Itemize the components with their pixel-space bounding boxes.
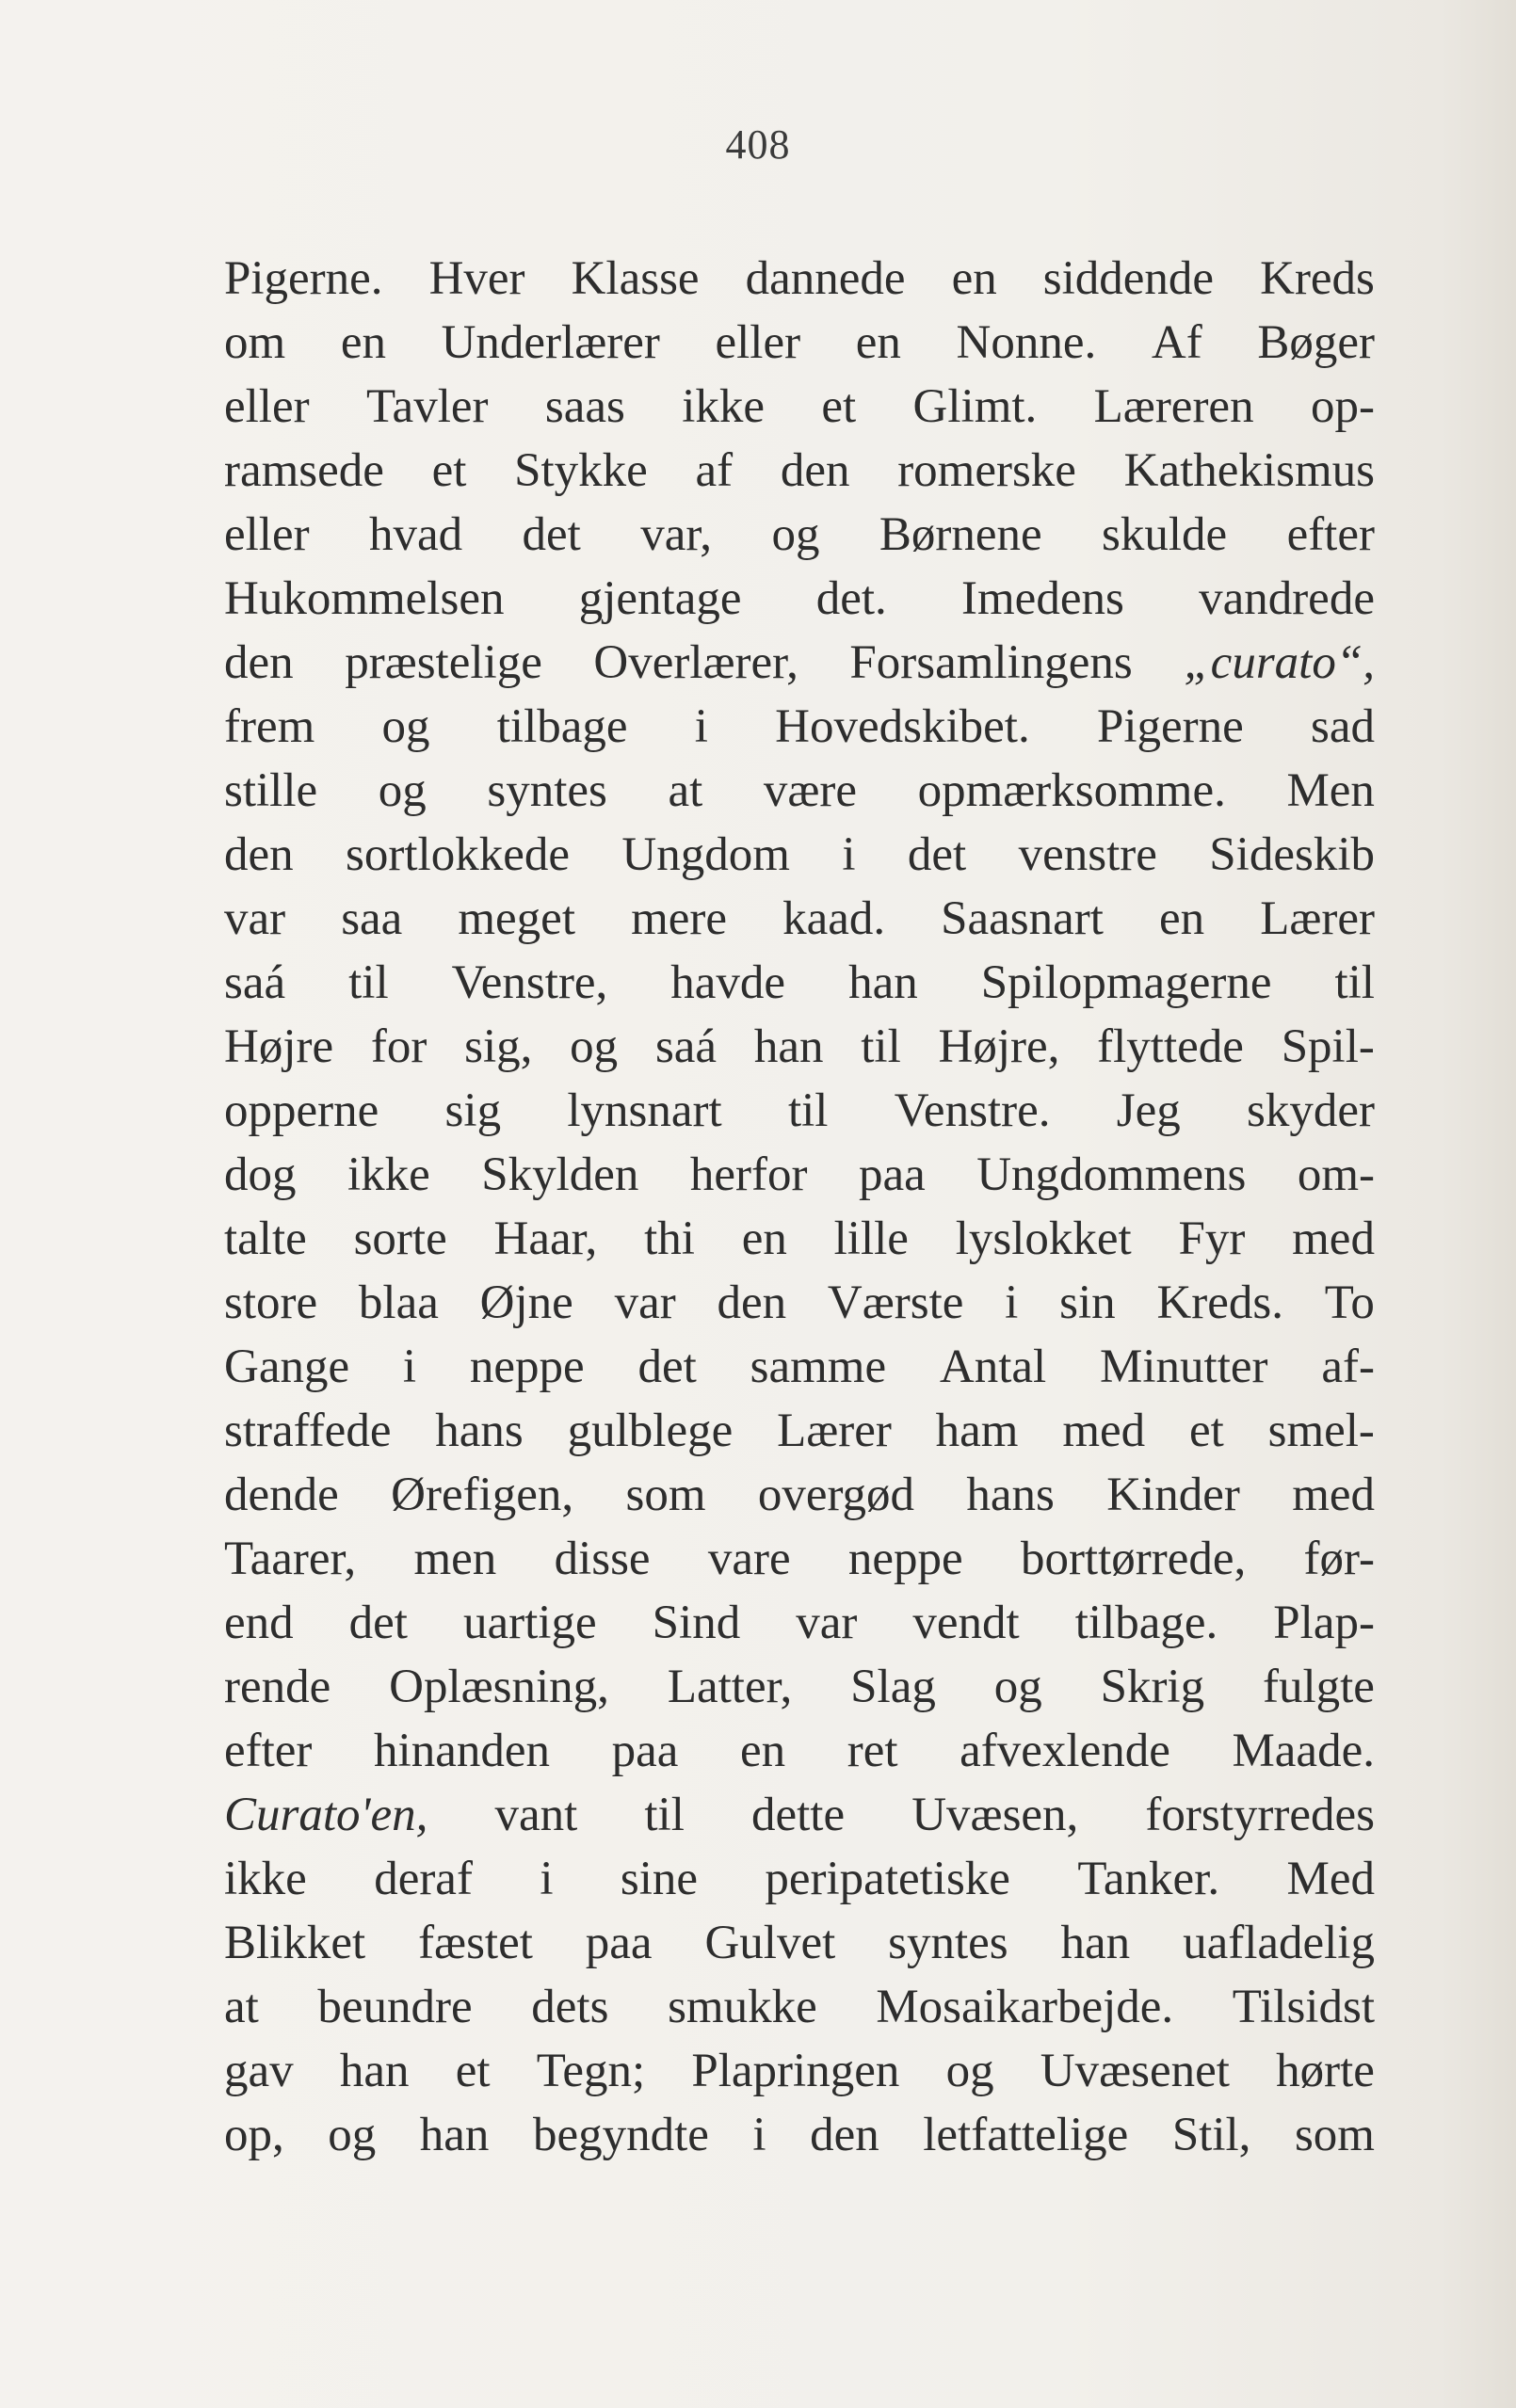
text-line [224,503,1375,567]
word: en [741,1212,787,1265]
word: hans [435,1405,524,1457]
text-line [224,631,1375,695]
word: store [224,1276,318,1329]
word: Stil, [1171,2109,1251,2161]
word: romerske [897,444,1076,497]
word: paa [611,1725,679,1777]
word: op- [1310,380,1375,433]
word: tilbage. [1074,1597,1218,1649]
word: han [848,956,918,1009]
word: saá [224,956,286,1009]
word: lynsnart [567,1084,722,1137]
word: Nonne. [956,316,1097,369]
word: hvad [369,508,463,561]
text-line [224,695,1375,759]
word: Curato'en, [224,1789,428,1841]
text-line [224,887,1375,951]
page-number: 408 [725,121,791,168]
word: ham [935,1405,1019,1457]
word: i [402,1340,417,1393]
word: Mosaikarbejde. [876,1981,1174,2033]
word: lille [833,1212,909,1265]
word: Hovedskibet. [775,700,1030,753]
word: opperne [224,1084,379,1137]
word: det [637,1340,697,1393]
word: paa [585,1917,653,1969]
word: Sideskib [1209,828,1375,881]
word: dannede [745,252,906,305]
word: hans [966,1469,1055,1521]
word: Pigerne [1096,700,1244,753]
word: begyndte [532,2109,709,2161]
word: Venstre, [451,956,608,1009]
word: rende [224,1661,331,1713]
word: Højre [224,1020,334,1073]
word: før- [1303,1533,1375,1585]
word: Oplæsning, [389,1661,609,1713]
word: Gange [224,1340,350,1393]
word: det. [815,572,887,625]
text-line [224,951,1375,1015]
word: og [945,2045,994,2097]
text-line [224,1911,1375,1975]
word: Højre, [938,1020,1060,1073]
word: flyttede [1097,1020,1244,1073]
word: skyder [1247,1084,1375,1137]
word: og [570,1020,619,1073]
word: overgød [757,1469,915,1521]
word: Kinder [1106,1469,1240,1521]
word: siddende [1042,252,1215,305]
word: han [419,2109,490,2161]
body-text [224,247,1375,2167]
word: være [763,764,857,817]
word: herfor [689,1148,808,1201]
word: Af [1151,316,1202,369]
word: Plapringen [691,2045,900,2097]
word: Skylden [481,1148,639,1201]
word: Uvæsenet [1040,2045,1230,2097]
text-line [224,823,1375,887]
word: venstre [1018,828,1157,881]
word: thi [644,1212,695,1265]
word: ramsede [224,444,384,497]
word: en [1159,892,1205,945]
word: end [224,1597,294,1649]
word: To [1324,1276,1375,1329]
word: Ungdommens [976,1148,1247,1201]
word: Men [1286,764,1375,817]
word: stille [224,764,318,817]
word: Blikket [224,1917,366,1969]
word: Lærer [1260,892,1375,945]
word: af- [1321,1340,1375,1393]
word: Tegn; [536,2045,646,2097]
word: havde [670,956,786,1009]
word: et [1188,1405,1224,1457]
word: opmærksomme. [917,764,1226,817]
word: lyslokket [955,1212,1132,1265]
word: den [780,444,850,497]
text-line [224,375,1375,439]
word: sorte [353,1212,447,1265]
word: til [1334,956,1375,1009]
text-line [224,1143,1375,1207]
text-line [224,1719,1375,1783]
word: afvexlende [960,1725,1170,1777]
word: var [224,892,286,945]
word: med [1292,1212,1375,1265]
word: uartige [463,1597,597,1649]
word: i [540,1853,554,1905]
word: det [907,828,967,881]
word: syntes [888,1917,1008,1969]
word: dende [224,1469,339,1521]
text-line [224,759,1375,823]
word: en [739,1725,786,1777]
text-line [224,1527,1375,1591]
word: for [370,1020,427,1073]
word: Slag [850,1661,936,1713]
word: Minutter [1100,1340,1268,1393]
word: fulgte [1262,1661,1375,1713]
text-line [224,1463,1375,1527]
word: Imedens [961,572,1124,625]
word: tilbage [496,700,628,753]
word: var, [640,508,713,561]
word: saas [544,380,625,433]
word: den [717,1276,787,1329]
word: den [810,2109,879,2161]
word: saa [341,892,403,945]
word: skulde [1102,508,1228,561]
word: vant [494,1789,578,1841]
word: Læreren [1093,380,1254,433]
text-line [224,1015,1375,1079]
word: blaa [358,1276,439,1329]
word: med [1292,1469,1375,1521]
word: eller [715,316,801,369]
word: Plap- [1273,1597,1375,1649]
word: vandrede [1199,572,1375,625]
word: til [861,1020,901,1073]
text-line [224,1079,1375,1143]
word: sad [1310,700,1375,753]
word: et [455,2045,491,2097]
word: Sind [652,1597,741,1649]
word: gav [224,2045,294,2097]
word: af [695,444,734,497]
word: om [224,316,286,369]
word: til [644,1789,685,1841]
word: Overlærer, [593,636,798,689]
word: var [614,1276,676,1329]
word: frem [224,700,315,753]
word: som [1294,2109,1375,2161]
word: at [668,764,703,817]
word: Kreds [1260,252,1375,305]
word: til [787,1084,829,1137]
text-line [224,1335,1375,1399]
word: Uvæsen, [911,1789,1079,1841]
word: neppe [469,1340,585,1393]
word: Saasnart [941,892,1104,945]
word: Glimt. [912,380,1038,433]
word: „curato“, [1184,636,1375,689]
word: præstelige [345,636,542,689]
word: op, [224,2109,284,2161]
word: vare [707,1533,791,1585]
word: dog [224,1148,297,1201]
word: til [348,956,389,1009]
text-line [224,567,1375,631]
word: og [771,508,820,561]
word: hinanden [374,1725,550,1777]
word: Fyr [1178,1212,1246,1265]
word: gulblege [567,1405,734,1457]
word: Lærer [777,1405,892,1457]
word: Bøger [1257,316,1375,369]
text-line [224,1975,1375,2039]
word: smel- [1267,1405,1375,1457]
text-line [224,311,1375,375]
word: Spilopmagerne [980,956,1272,1009]
word: meget [458,892,575,945]
word: talte [224,1212,307,1265]
word: peripatetiske [765,1853,1010,1905]
word: smukke [668,1981,817,2033]
word: Antal [939,1340,1047,1393]
word: om- [1297,1148,1375,1201]
text-line [224,1655,1375,1719]
word: eller [224,380,310,433]
word: med [1062,1405,1146,1457]
word: den [224,828,294,881]
word: kaad. [782,892,886,945]
word: hørte [1276,2045,1375,2097]
word: uafladelig [1183,1917,1375,1969]
word: Spil- [1281,1020,1375,1073]
word: ikke [347,1148,430,1201]
word: som [625,1469,706,1521]
word: Kathekismus [1123,444,1375,497]
word: i [694,700,708,753]
word: og [993,1661,1042,1713]
word: samme [750,1340,887,1393]
word: Latter, [667,1661,793,1713]
word: beundre [317,1981,473,2033]
word: det [522,508,581,561]
word: Ungdom [621,828,790,881]
word: sortlokkede [346,828,570,881]
word: Forsamlingens [849,636,1133,689]
word: fæstet [418,1917,533,1969]
word: Taarer, [224,1533,357,1585]
word: eller [224,508,310,561]
text-line [224,1591,1375,1655]
word: Klasse [571,252,700,305]
word: han [339,2045,410,2097]
word: Tilsidst [1232,1981,1375,2033]
word: ret [847,1725,898,1777]
word: paa [858,1148,926,1201]
word: saá [654,1020,718,1073]
word: mere [631,892,727,945]
word: ikke [224,1853,307,1905]
word: vendt [912,1597,1020,1649]
word: neppe [847,1533,963,1585]
word: efter [1286,508,1375,561]
word: og [381,700,430,753]
word: og [328,2109,377,2161]
word: en [340,316,386,369]
word: gjentage [578,572,742,625]
word: Ørefigen, [391,1469,574,1521]
word: Kreds. [1156,1276,1283,1329]
word: Værste [827,1276,964,1329]
word: Haar, [493,1212,598,1265]
word: Hukommelsen [224,572,505,625]
word: sig, [464,1020,533,1073]
word: Tavler [365,380,489,433]
word: Pigerne. [224,252,383,305]
word: Børnene [879,508,1042,561]
word: var [796,1597,858,1649]
text-line [224,1847,1375,1911]
word: sine [620,1853,699,1905]
word: sig [444,1084,502,1137]
word: borttørrede, [1020,1533,1247,1585]
word: disse [554,1533,651,1585]
word: Venstre. [894,1084,1051,1137]
word: efter [224,1725,313,1777]
word: det [348,1597,408,1649]
text-line [224,247,1375,311]
word: i [1005,1276,1019,1329]
word: Med [1286,1853,1375,1905]
word: men [413,1533,497,1585]
word: sin [1059,1276,1116,1329]
word: i [842,828,856,881]
word: i [752,2109,766,2161]
word: dette [750,1789,846,1841]
word: et [821,380,857,433]
word: Hver [428,252,525,305]
text-line [224,439,1375,503]
text-line [224,1399,1375,1463]
word: Øjne [479,1276,573,1329]
word: en [951,252,997,305]
word: dets [531,1981,609,2033]
word: Skrig [1100,1661,1205,1713]
word: Maade. [1232,1725,1375,1777]
word: han [1060,1917,1131,1969]
word: en [855,316,901,369]
word: at [224,1981,259,2033]
word: Underlærer [441,316,660,369]
text-line [224,2103,1375,2167]
word: Jeg [1116,1084,1181,1137]
word: Tanker. [1077,1853,1220,1905]
word: deraf [374,1853,473,1905]
word: ikke [682,380,765,433]
text-line [224,1271,1375,1335]
word: syntes [487,764,607,817]
word: forstyrredes [1145,1789,1375,1841]
word: et [431,444,467,497]
word: letfattelige [923,2109,1129,2161]
word: den [224,636,294,689]
word: Stykke [514,444,648,497]
word: og [378,764,427,817]
word: han [753,1020,824,1073]
text-line [224,2039,1375,2103]
word: straffede [224,1405,392,1457]
text-line [224,1783,1375,1847]
word: Gulvet [704,1917,836,1969]
text-line [224,1207,1375,1271]
